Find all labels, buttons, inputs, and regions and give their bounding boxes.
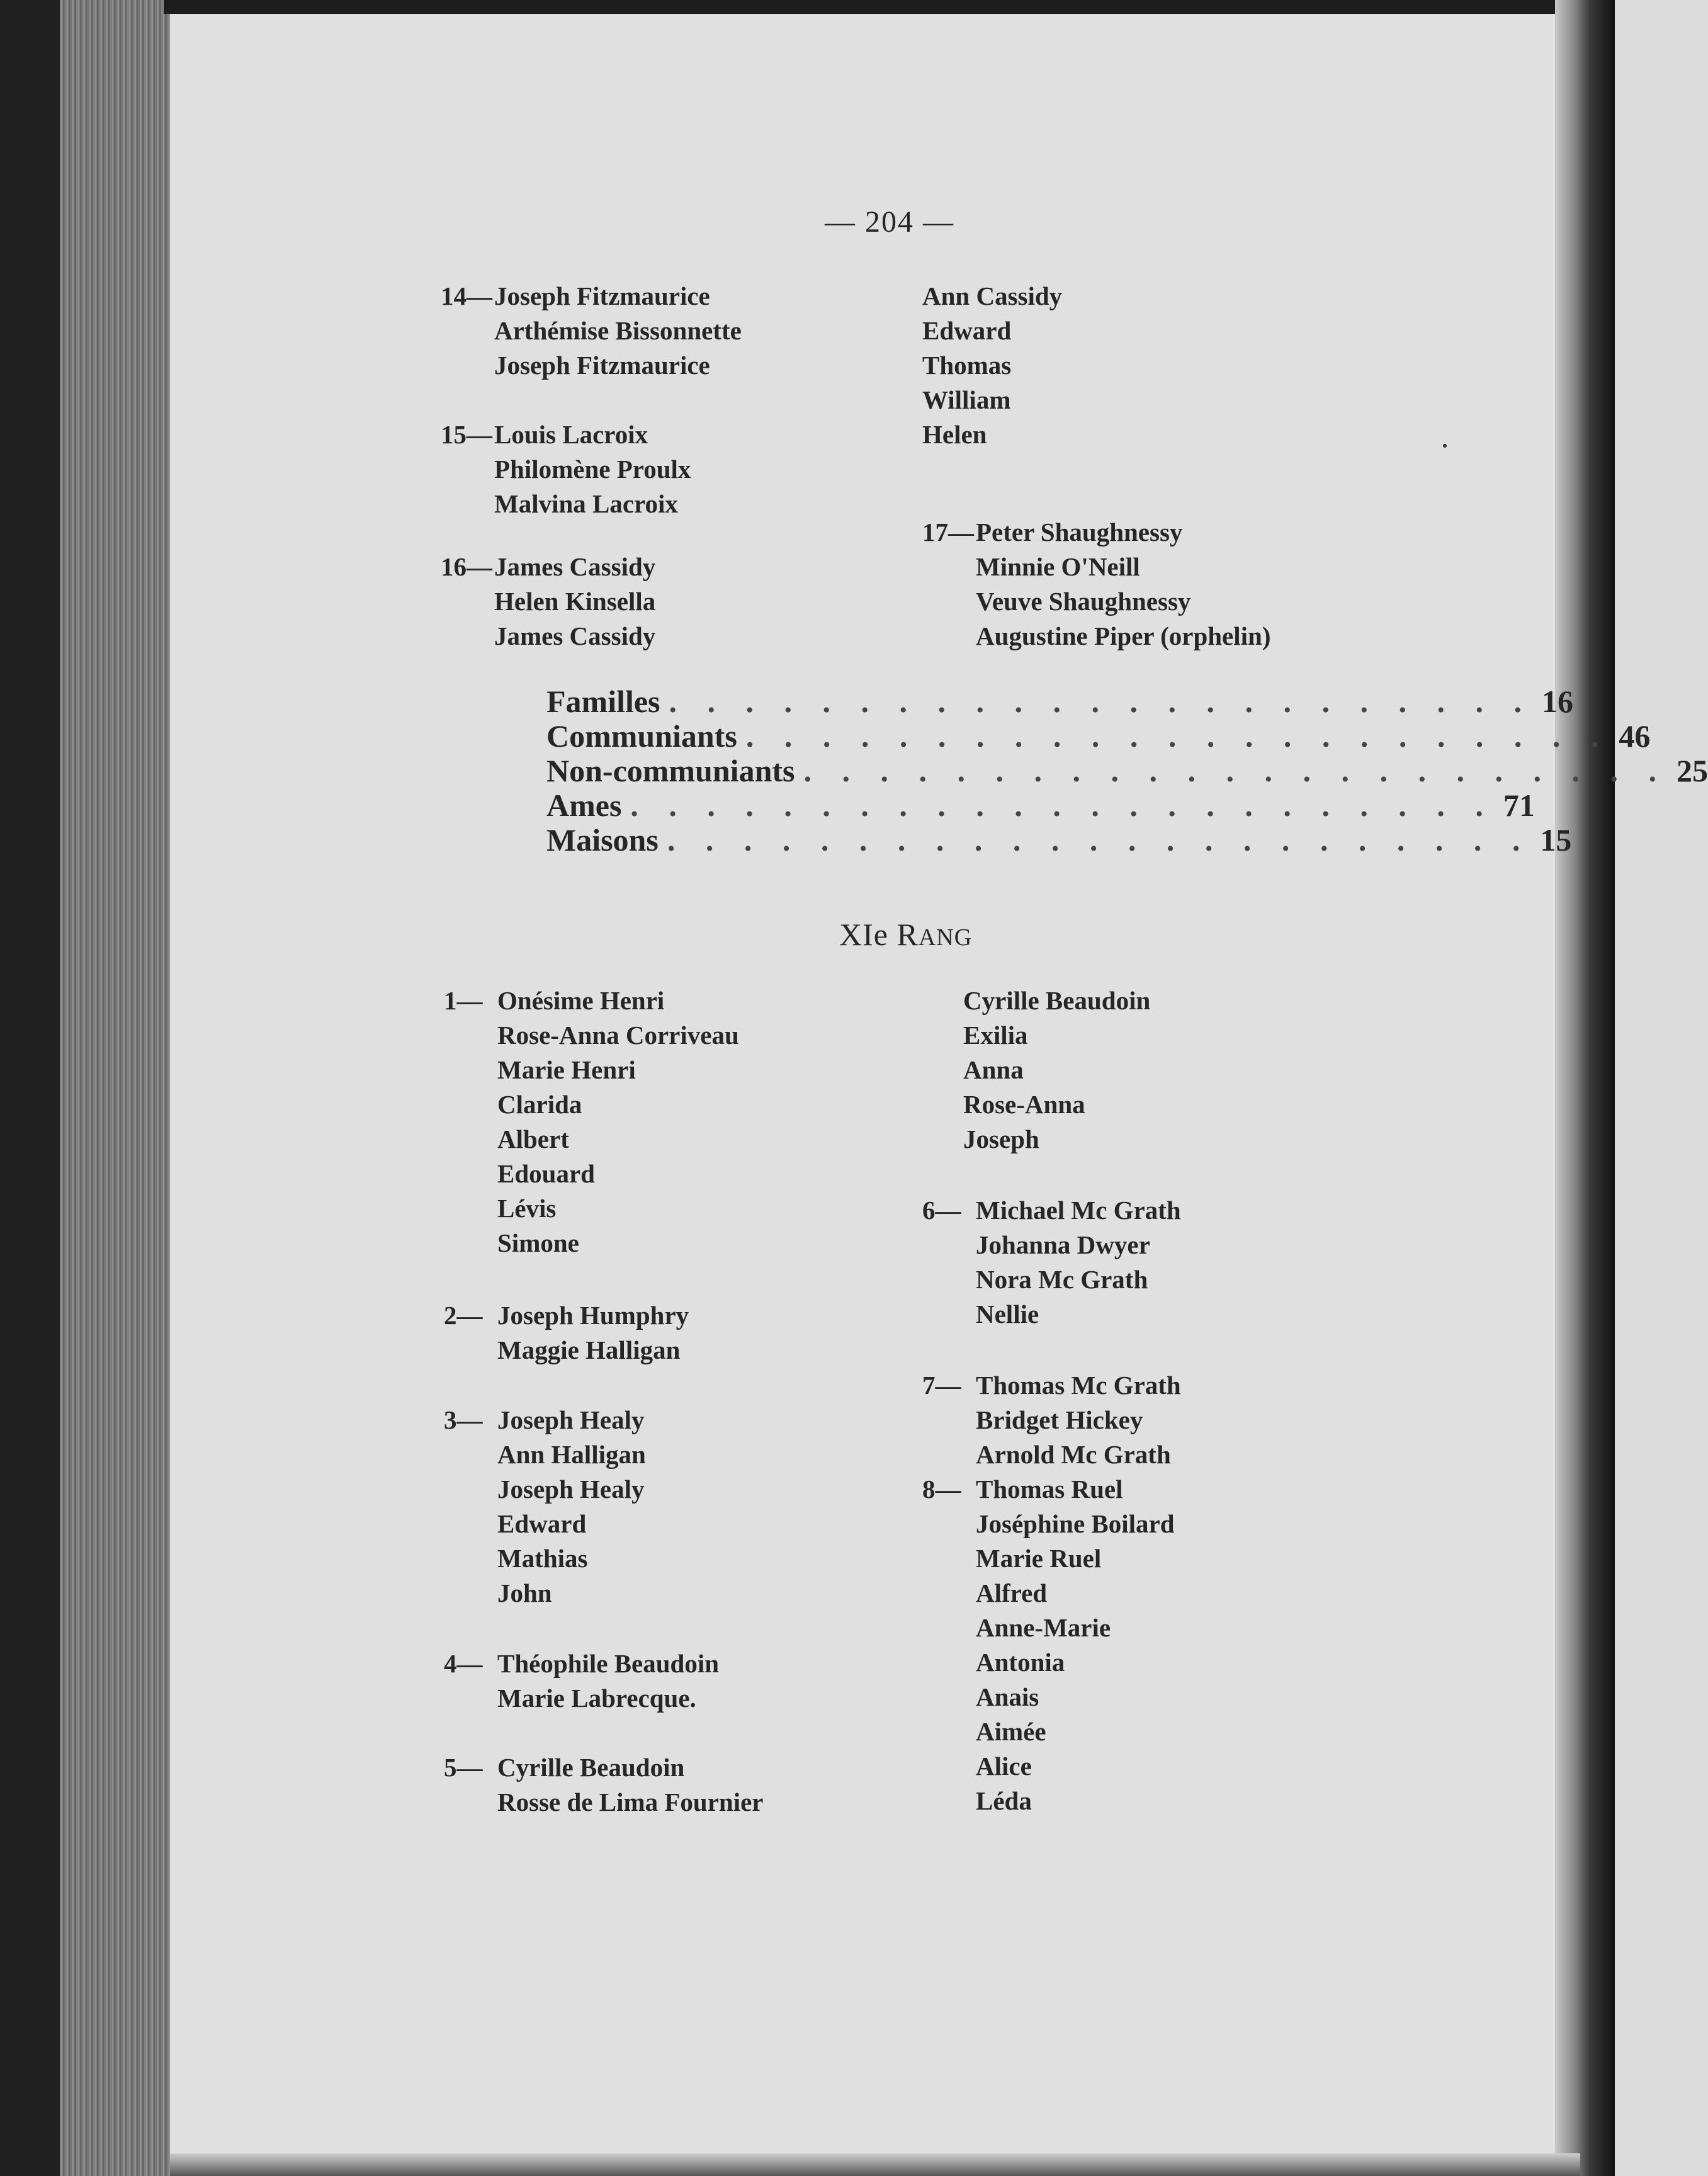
person-name: Clarida [497, 1090, 582, 1119]
household-number: 14— [441, 281, 492, 310]
person-name: Arnold Mc Grath [976, 1440, 1171, 1469]
household-head-line [963, 983, 1150, 1018]
household-member [922, 619, 1271, 654]
person-name: Joseph [963, 1125, 1039, 1153]
household-member [444, 1333, 689, 1368]
household-member [922, 1507, 1175, 1541]
person-name: Veuve Shaughnessy [976, 587, 1191, 616]
person-name: Marie Henri [497, 1055, 636, 1084]
household-member [922, 1714, 1175, 1749]
person-name: Thomas [922, 351, 1012, 380]
household-head-line [922, 1472, 1175, 1507]
summary-value: 16 [1542, 684, 1574, 719]
household-member [922, 1680, 1175, 1714]
person-name: Rosse de Lima Fournier [497, 1788, 764, 1816]
household-17 [922, 515, 1271, 654]
person-name: Cyrille Beaudoin [497, 1753, 685, 1782]
person-name: Joseph Healy [497, 1475, 645, 1504]
person-name: Anais [976, 1682, 1039, 1711]
person-name: James Cassidy [494, 552, 656, 581]
household-member [444, 1576, 646, 1611]
summary-label: Communiants [546, 718, 737, 754]
household-head-line [441, 550, 655, 584]
household-number: 3— [444, 1405, 483, 1434]
household-member [922, 1437, 1181, 1472]
household-head-line [444, 1298, 689, 1333]
household-number: 15— [441, 420, 492, 449]
household-member [444, 1681, 719, 1716]
household-member [922, 1541, 1175, 1576]
summary-value: 25 [1676, 753, 1708, 788]
household-head-line [441, 417, 691, 452]
person-name: Augustine Piper (orphelin) [976, 621, 1271, 650]
household-2 [444, 1298, 689, 1368]
household-head-line [922, 279, 1062, 314]
scan-speck [1443, 444, 1447, 448]
person-name: Joseph Fitzmaurice [494, 281, 710, 310]
household-member [441, 348, 742, 383]
household-member [922, 1403, 1181, 1437]
household-member [963, 1087, 1150, 1122]
household-3 [444, 1403, 646, 1611]
household-number: 2— [444, 1301, 483, 1330]
person-name: William [922, 385, 1011, 414]
household-4 [444, 1646, 719, 1716]
household-5-continued [963, 983, 1150, 1157]
household-number: 4— [444, 1649, 483, 1678]
household-head-line [444, 1403, 646, 1437]
summary-row [546, 822, 1572, 858]
bottom-border-shadow [170, 2153, 1580, 2176]
household-member [444, 1226, 739, 1261]
person-name: Joseph Humphry [497, 1301, 689, 1330]
household-member [963, 1122, 1150, 1157]
household-number: 16— [441, 552, 492, 581]
person-name: Maggie Halligan [497, 1335, 681, 1364]
person-name: Helen Kinsella [494, 587, 656, 616]
household-member [444, 1785, 764, 1820]
person-name: Ann Halligan [497, 1440, 646, 1469]
household-7 [922, 1368, 1181, 1472]
household-member [922, 1784, 1175, 1818]
person-name: Johanna Dwyer [976, 1230, 1150, 1259]
person-name: Anne-Marie [976, 1613, 1111, 1642]
household-1 [444, 983, 739, 1261]
household-member [444, 1541, 646, 1576]
household-5 [444, 1750, 764, 1820]
dot-leader: . . . . . . . . . . . . . . . . . . . . . . . [630, 788, 1495, 823]
summary-value: 71 [1503, 788, 1535, 823]
household-number: 17— [922, 518, 974, 547]
person-name: Edward [922, 316, 1012, 345]
dot-leader: . . . . . . . . . . . . . . . . . . . . . . . [803, 753, 1668, 788]
household-member [444, 1053, 739, 1087]
household-member [441, 584, 655, 619]
summary-label: Maisons [546, 822, 659, 858]
person-name: Alice [976, 1752, 1032, 1781]
household-number: 6— [922, 1196, 961, 1225]
person-name: Thomas Ruel [976, 1475, 1123, 1504]
household-6 [922, 1193, 1181, 1332]
household-member [922, 348, 1062, 383]
page-number: — 204 — [825, 205, 954, 239]
person-name: Antonia [976, 1648, 1065, 1677]
person-name: Albert [497, 1125, 569, 1153]
household-head-line [922, 1368, 1181, 1403]
person-name: Thomas Mc Grath [976, 1371, 1181, 1400]
person-name: Alfred [976, 1578, 1048, 1607]
person-name: Onésime Henri [497, 986, 665, 1015]
household-member [922, 1576, 1175, 1611]
person-name: Peter Shaughnessy [976, 518, 1183, 547]
person-name: Rose-Anna [963, 1090, 1085, 1119]
summary-row [546, 753, 1708, 788]
household-member [922, 1297, 1181, 1332]
person-name: Arthémise Bissonnette [494, 316, 742, 345]
household-member [922, 550, 1271, 584]
household-member [444, 1472, 646, 1507]
household-head-line [441, 279, 742, 314]
person-name: Edward [497, 1509, 587, 1538]
section-title-smallcaps: ANG [918, 924, 973, 951]
household-member [922, 1611, 1175, 1645]
household-member [922, 417, 1062, 452]
household-member [444, 1087, 739, 1122]
summary-table [546, 684, 1708, 858]
person-name: John [497, 1578, 552, 1607]
household-14 [441, 279, 742, 383]
household-member [922, 1645, 1175, 1680]
person-name: Bridget Hickey [976, 1405, 1143, 1434]
person-name: Joseph Healy [497, 1405, 645, 1434]
person-name: Philomène Proulx [494, 455, 691, 484]
dot-leader: . . . . . . . . . . . . . . . . . . . . . . . [669, 684, 1534, 719]
summary-label: Non-communiants [546, 753, 795, 788]
household-member [444, 1122, 739, 1157]
right-border-shadow [1555, 0, 1615, 2176]
dot-leader: . . . . . . . . . . . . . . . . . . . . . . . [667, 822, 1532, 858]
dot-leader: . . . . . . . . . . . . . . . . . . . . . . . [745, 718, 1610, 754]
person-name: Léda [976, 1786, 1032, 1815]
person-name: Nora Mc Grath [976, 1265, 1148, 1294]
household-member [922, 383, 1062, 417]
person-name: Minnie O'Neill [976, 552, 1140, 581]
household-head-line [444, 983, 739, 1018]
person-name: Rose-Anna Corriveau [497, 1021, 739, 1050]
summary-row [546, 718, 1651, 754]
household-member [441, 619, 655, 654]
household-head-line [444, 1646, 719, 1681]
person-name: Helen [922, 420, 987, 449]
person-name: Cyrille Beaudoin [963, 986, 1151, 1015]
household-member [963, 1018, 1150, 1053]
household-head-line [444, 1750, 764, 1785]
household-member [963, 1053, 1150, 1087]
summary-label: Ames [546, 788, 622, 823]
household-number: 5— [444, 1753, 483, 1782]
page-paper [170, 13, 1580, 2176]
summary-value: 46 [1619, 718, 1651, 754]
person-name: Nellie [976, 1300, 1039, 1329]
person-name: Marie Labrecque. [497, 1684, 696, 1713]
person-name: Ann Cassidy [922, 281, 1063, 310]
section-title [839, 916, 972, 953]
person-name: Exilia [963, 1021, 1028, 1050]
household-16-continued [922, 279, 1062, 452]
household-member [922, 584, 1271, 619]
household-head-line [922, 1193, 1181, 1228]
household-8 [922, 1472, 1175, 1818]
person-name: Lévis [497, 1194, 557, 1223]
section-title-main: XIe R [839, 917, 919, 952]
person-name: Malvina Lacroix [494, 489, 678, 518]
person-name: Marie Ruel [976, 1544, 1102, 1573]
household-member [922, 1749, 1175, 1784]
person-name: Michael Mc Grath [976, 1196, 1181, 1225]
person-name: Edouard [497, 1159, 595, 1188]
household-member [922, 314, 1062, 348]
person-name: Théophile Beaudoin [497, 1649, 720, 1678]
household-member [441, 314, 742, 348]
household-member [444, 1191, 739, 1226]
summary-row [546, 788, 1535, 823]
household-number: 7— [922, 1371, 961, 1400]
person-name: Louis Lacroix [494, 420, 648, 449]
person-name: Mathias [497, 1544, 588, 1573]
household-member [922, 1262, 1181, 1297]
top-border-shadow [164, 0, 1612, 14]
person-name: Aimée [976, 1717, 1046, 1746]
person-name: Joséphine Boilard [976, 1509, 1175, 1538]
person-name: Anna [963, 1055, 1024, 1084]
household-number: 1— [444, 986, 483, 1015]
household-member [444, 1437, 646, 1472]
person-name: Simone [497, 1228, 579, 1257]
person-name: James Cassidy [494, 621, 656, 650]
household-member [922, 1228, 1181, 1262]
household-15 [441, 417, 691, 521]
page-edges [60, 0, 176, 2176]
household-member [441, 452, 691, 487]
household-member [444, 1157, 739, 1191]
household-member [444, 1018, 739, 1053]
household-head-line [922, 515, 1271, 550]
person-name: Joseph Fitzmaurice [494, 351, 710, 380]
summary-row [546, 684, 1574, 719]
household-16 [441, 550, 655, 654]
household-member [441, 487, 691, 521]
summary-value: 15 [1540, 822, 1572, 858]
household-member [444, 1507, 646, 1541]
household-number: 8— [922, 1475, 961, 1504]
summary-label: Familles [546, 684, 660, 719]
